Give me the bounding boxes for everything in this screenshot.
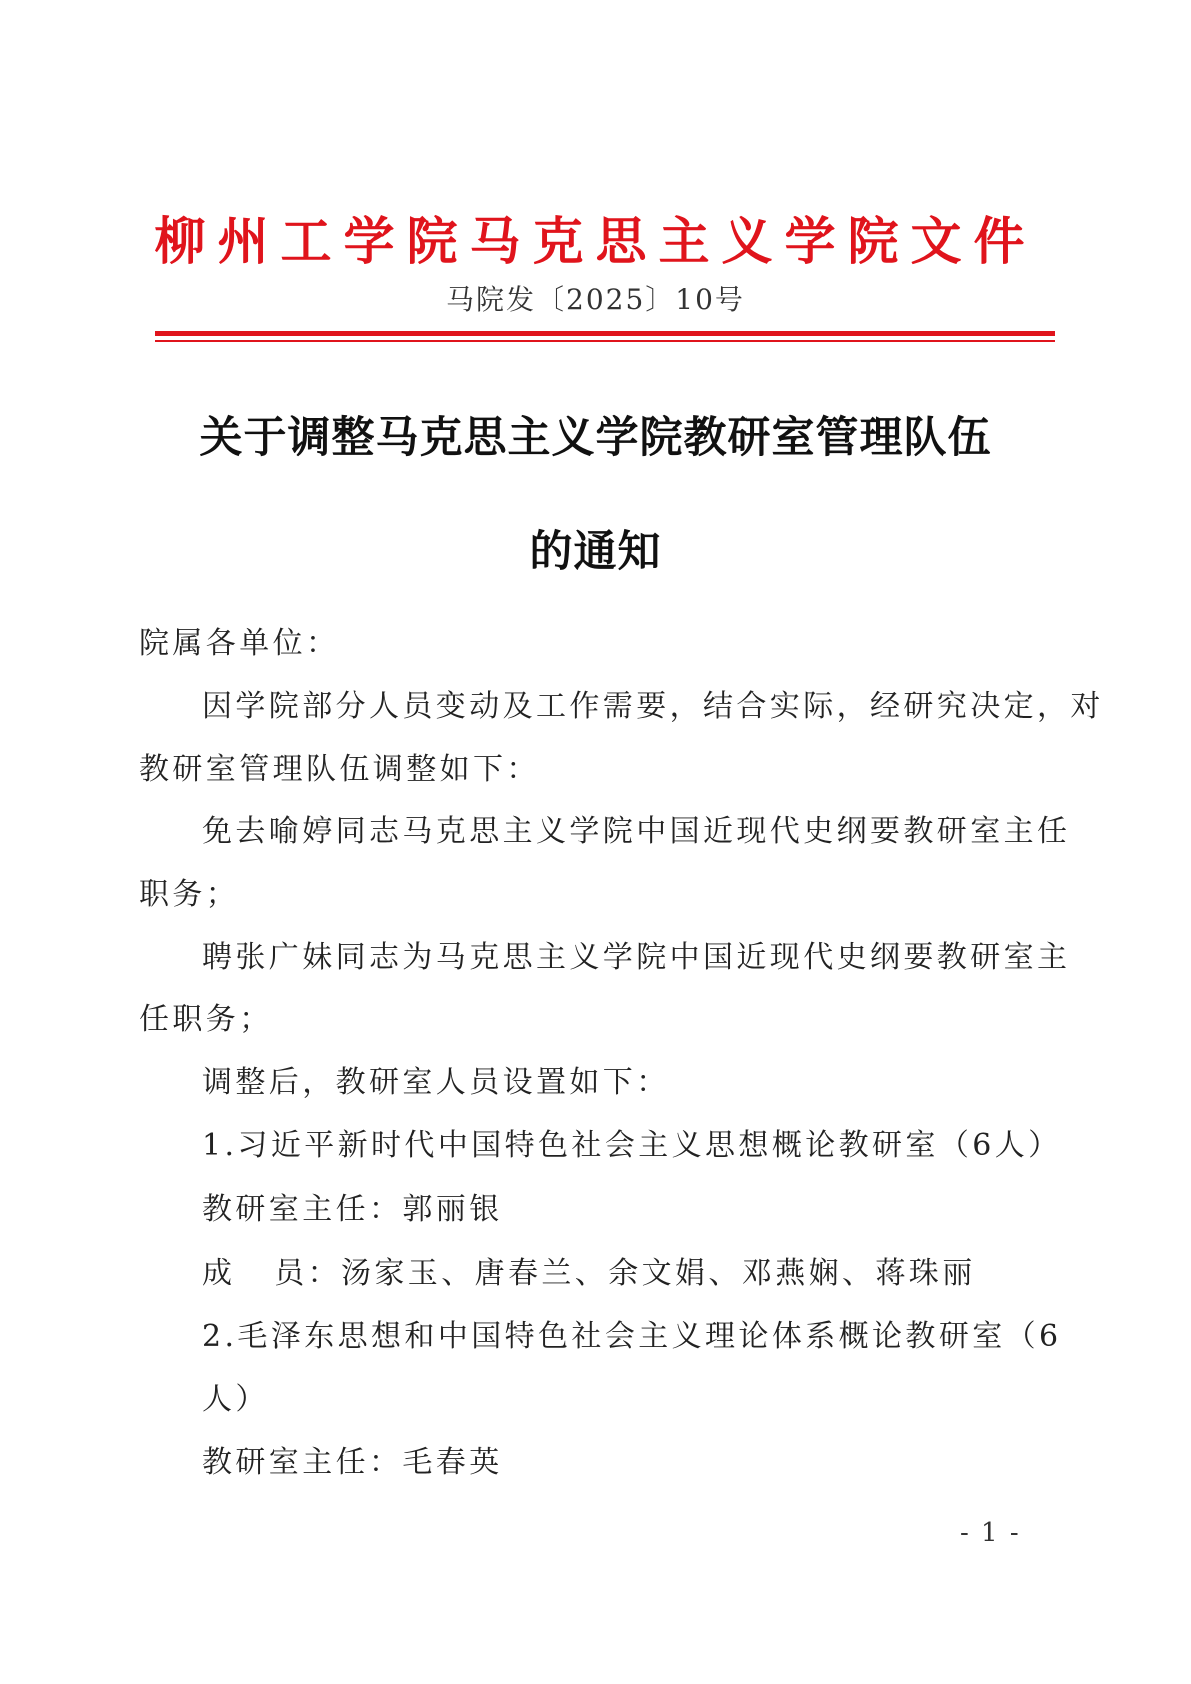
paragraph-4: 调整后，教研室人员设置如下： (202, 1065, 670, 1100)
header-divider-thin (155, 340, 1055, 342)
document-number: 马院发〔2025〕10号 (446, 283, 745, 316)
paragraph-3-line-1: 聘张广妹同志为马克思主义学院中国近现代史纲要教研室主 (202, 940, 1071, 975)
notice-title-line1: 关于调整马克思主义学院教研室管理队伍 (199, 413, 992, 463)
section-1-heading: 1.习近平新时代中国特色社会主义思想概论教研室（6人） (202, 1128, 1062, 1163)
paragraph-2-line-1: 免去喻婷同志马克思主义学院中国近现代史纲要教研室主任 (202, 814, 1071, 849)
section-1-director: 教研室主任：郭丽银 (202, 1192, 503, 1227)
page-number: - 1 - (960, 1518, 1021, 1548)
section-2-director: 教研室主任：毛春英 (202, 1445, 503, 1480)
header-divider-thick (155, 331, 1055, 336)
paragraph-3-line-2: 任职务； (139, 1002, 273, 1037)
paragraph-1-line-2: 教研室管理队伍调整如下： (139, 752, 540, 787)
section-2-heading-line-1: 2.毛泽东思想和中国特色社会主义理论体系概论教研室（6 (202, 1319, 1062, 1354)
salutation: 院属各单位： (139, 626, 340, 661)
paragraph-2-line-2: 职务； (139, 877, 240, 912)
notice-title-line2: 的通知 (529, 527, 662, 577)
document-header-title: 柳州工学院马克思主义学院文件 (154, 212, 1037, 272)
section-1-members: 成 员：汤家玉、唐春兰、余文娟、邓燕娴、蒋珠丽 (202, 1256, 976, 1291)
section-2-heading-line-2: 人） (202, 1382, 269, 1417)
paragraph-1-line-1: 因学院部分人员变动及工作需要，结合实际，经研究决定，对 (202, 689, 1104, 724)
